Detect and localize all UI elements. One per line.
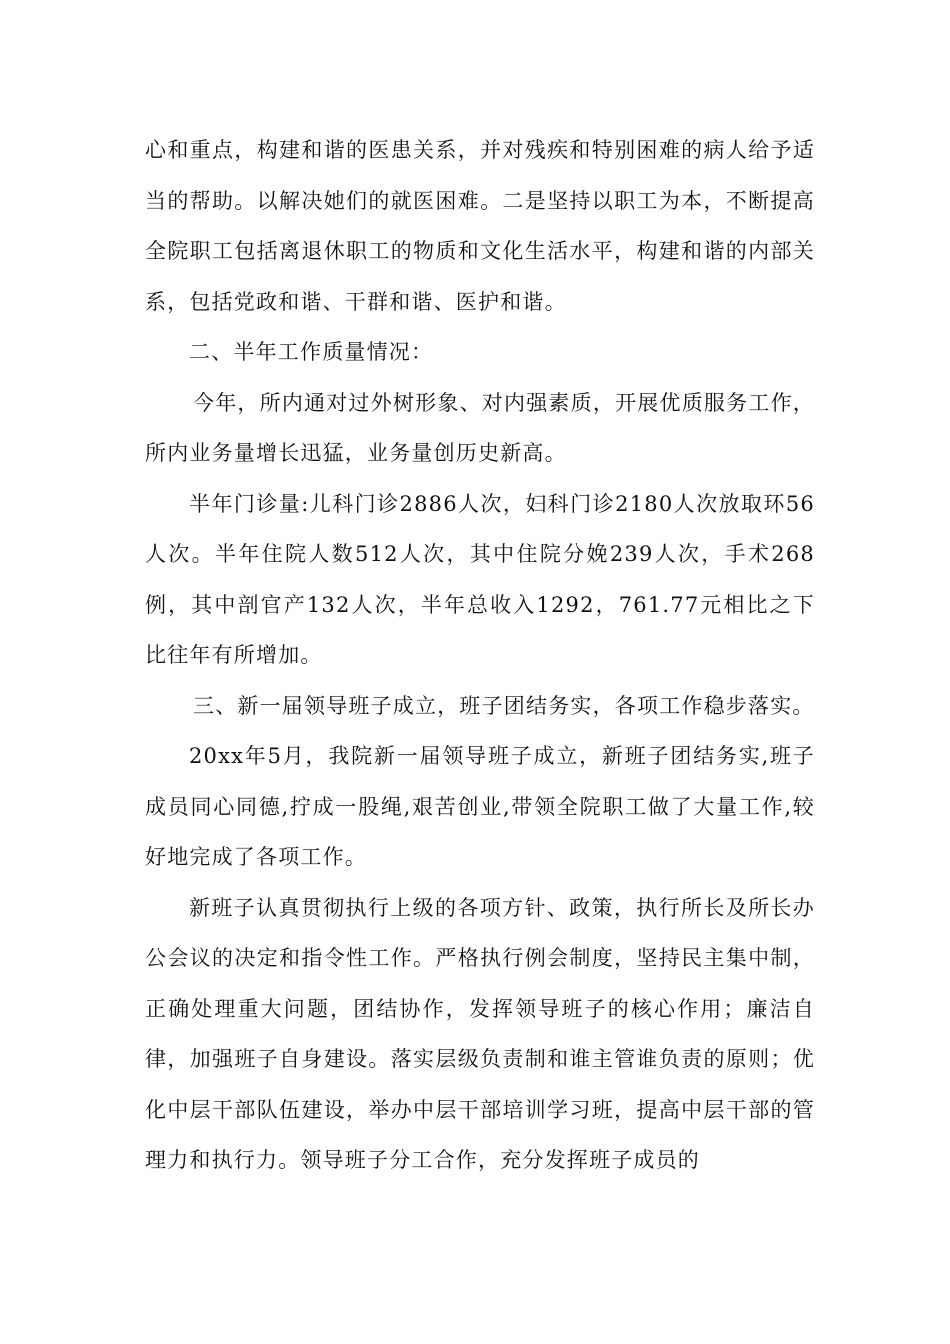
paragraph-new-leadership: 20xx年5月，我院新一届领导班子成立，新班子团结务实,班子成员同心同德,拧成一股绳,艰苦创业,带领全院职工做了大量工作,较好地完成了各项工作。	[145, 744, 815, 869]
section-heading-2: 二、半年工作质量情况：	[189, 340, 434, 364]
paragraph-leadership-work: 新班子认真贯彻执行上级的各项方针、政策，执行所长及所长办公会议的决定和指令性工作。严格执行例会制度，坚持民主集中制，正确处理重大问题，团结协作，发挥领导班子的核心作用；廉洁自律，加强班子自身建设。落实层级负责制和谁主管谁负责的原则；优化中层干部队伍建设，举办中层干部培训学习班，提高中层干部的管理力和执行力。领导班子分工合作，充分发挥班子成员的	[145, 895, 815, 1172]
document-body	[145, 125, 815, 1186]
paragraph-service: 今年，所内通对过外树形象、对内强素质，开展优质服务工作，所内业务量增长迅猛，业务量创历史新高。	[145, 390, 815, 465]
paragraph-continuation: 心和重点，构建和谐的医患关系，并对残疾和特别困难的病人给予适当的帮助。以解决她们的就医困难。二是坚持以职工为本，不断提高全院职工包括离退休职工的物质和文化生活水平，构建和谐的内部关系，包括党政和谐、干群和谐、医护和谐。	[145, 138, 815, 314]
section-heading-3: 三、新一届领导班子成立，班子团结务实，各项工作稳步落实。	[193, 693, 815, 718]
paragraph-statistics: 半年门诊量:儿科门诊2886人次，妇科门诊2180人次放取环56人次。半年住院人数512人次，其中住院分娩239人次，手术268例，其中剖官产132人次，半年总收入1292，761.77元相比之下比往年有所增加。	[145, 491, 815, 667]
